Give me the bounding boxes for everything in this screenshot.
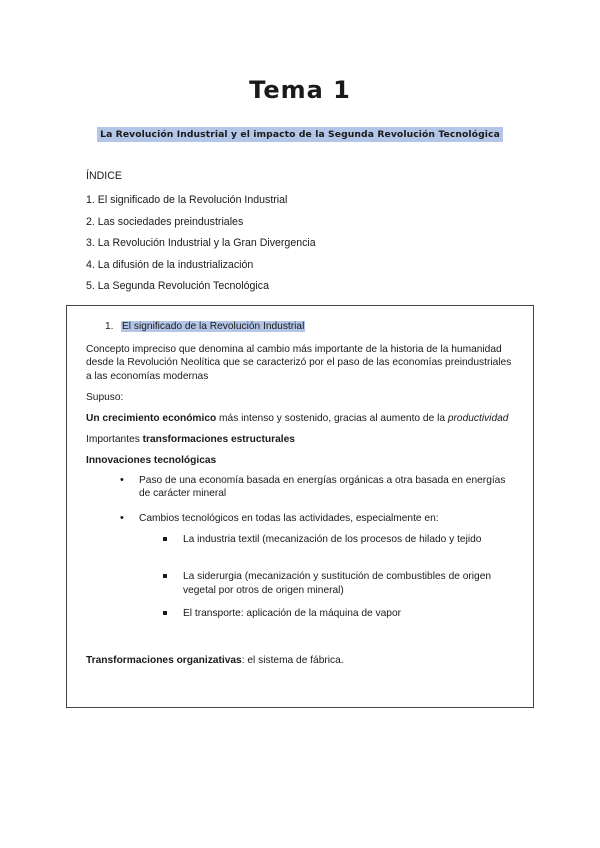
index-item: 1. El significado de la Revolución Industrial <box>86 194 288 206</box>
growth-italic: productividad <box>447 413 509 425</box>
subitem-list <box>139 533 516 620</box>
spacer <box>86 632 516 654</box>
section-heading <box>105 320 516 333</box>
innovations-heading <box>86 454 516 467</box>
organizational-text: : el sistema de fábrica. <box>241 655 344 667</box>
growth-paragraph <box>86 412 516 425</box>
index-item: 3. La Revolución Industrial y la Gran Divergencia <box>86 237 316 249</box>
intro-paragraph: Concepto impreciso que denomina al cambio más importante de la historia de la humanidad desde la Revolución Neolítica que se caracterizó por el paso de las economías preindustriales a las economías modernas <box>86 344 512 382</box>
index-item: 5. La Segunda Revolución Tecnológica <box>86 280 269 292</box>
index-list <box>86 193 316 293</box>
section-title: El significado de la Revolución Industrial <box>122 321 305 332</box>
organizational-paragraph <box>86 654 516 667</box>
innovation-item <box>120 474 516 500</box>
structural-paragraph <box>86 433 516 446</box>
subitem: El transporte: aplicación de la máquina de vapor <box>163 607 516 620</box>
innovations-list <box>86 474 516 620</box>
structural-prefix: Importantes <box>86 434 143 446</box>
page-title: Tema 1 <box>249 76 351 104</box>
section-box <box>66 305 534 708</box>
index-heading: ÍNDICE <box>86 170 122 182</box>
subtitle-container <box>0 124 600 142</box>
subitem: La industria textil (mecanización de los procesos de hilado y tejido <box>163 533 516 546</box>
subtitle-highlight: La Revolución Industrial y el impacto de la Segunda Revolución Tecnológica <box>97 127 503 142</box>
structural-bold: transformaciones estructurales <box>142 434 295 446</box>
organizational-bold: Transformaciones organizativas <box>86 655 242 667</box>
index-block <box>86 170 316 301</box>
section-number: 1. <box>105 321 114 332</box>
section-content <box>86 320 516 675</box>
innovations-heading-text: Innovaciones tecnológicas <box>86 455 217 467</box>
innovation-text: Cambios tecnológicos en todas las actividades, especialmente en: <box>139 513 439 525</box>
innovation-text: Paso de una economía basada en energías orgánicas a otra basada en energías de carácter mineral <box>139 474 506 499</box>
subitem: La siderurgia (mecanización y sustitución de combustibles de origen vegetal por otros de origen mineral) <box>163 570 516 596</box>
index-item: 2. Las sociedades preindustriales <box>86 215 244 228</box>
supuso-label: Supuso: <box>86 391 124 403</box>
index-item: 4. La difusión de la industrialización <box>86 258 254 271</box>
innovation-item <box>120 512 516 620</box>
growth-bold: Un crecimiento económico <box>86 413 217 425</box>
growth-text: más intenso y sostenido, gracias al aumento de la <box>216 413 448 425</box>
